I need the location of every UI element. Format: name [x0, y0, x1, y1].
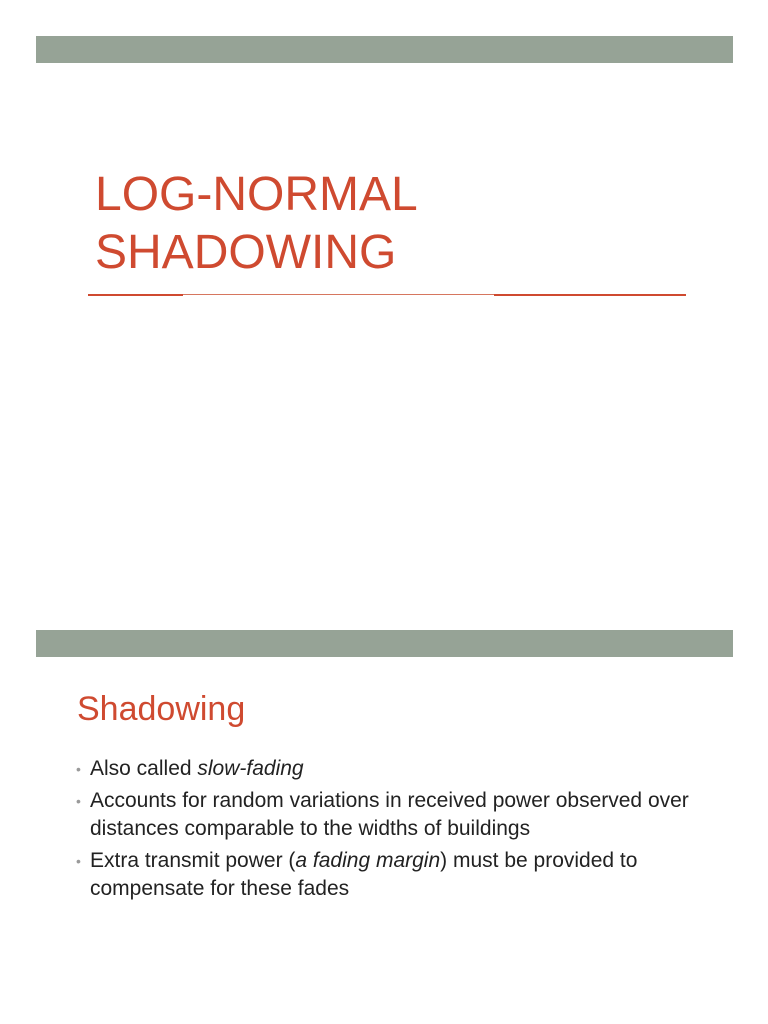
- content-slide: [0, 592, 768, 1024]
- bullet-item: [76, 787, 716, 843]
- title-line-2: SHADOWING: [95, 226, 397, 279]
- bullet-icon: •: [76, 853, 81, 869]
- bullet-icon: •: [76, 761, 81, 777]
- header-bar: [36, 36, 733, 63]
- bullet-emphasis: a fading margin: [295, 849, 441, 872]
- section-heading: Shadowing: [77, 690, 246, 728]
- bullet-item: [76, 847, 716, 903]
- title-divider: [88, 294, 686, 295]
- bullet-text: Extra transmit power (: [90, 849, 296, 872]
- bullet-icon: •: [76, 793, 81, 809]
- slide-title: [95, 166, 685, 282]
- bullet-text: Also called: [90, 757, 198, 780]
- bullet-item: [76, 755, 716, 783]
- bullet-text: Accounts for random variations in received power observed over distances comparable to the widths of buildings: [90, 789, 689, 840]
- bullet-emphasis: slow-fading: [197, 757, 304, 780]
- title-line-1: LOG-NORMAL: [95, 168, 418, 221]
- header-bar: [36, 630, 733, 657]
- bullet-text: ) must be provided to compensate for these fades: [90, 849, 638, 900]
- bullet-list: [76, 755, 716, 907]
